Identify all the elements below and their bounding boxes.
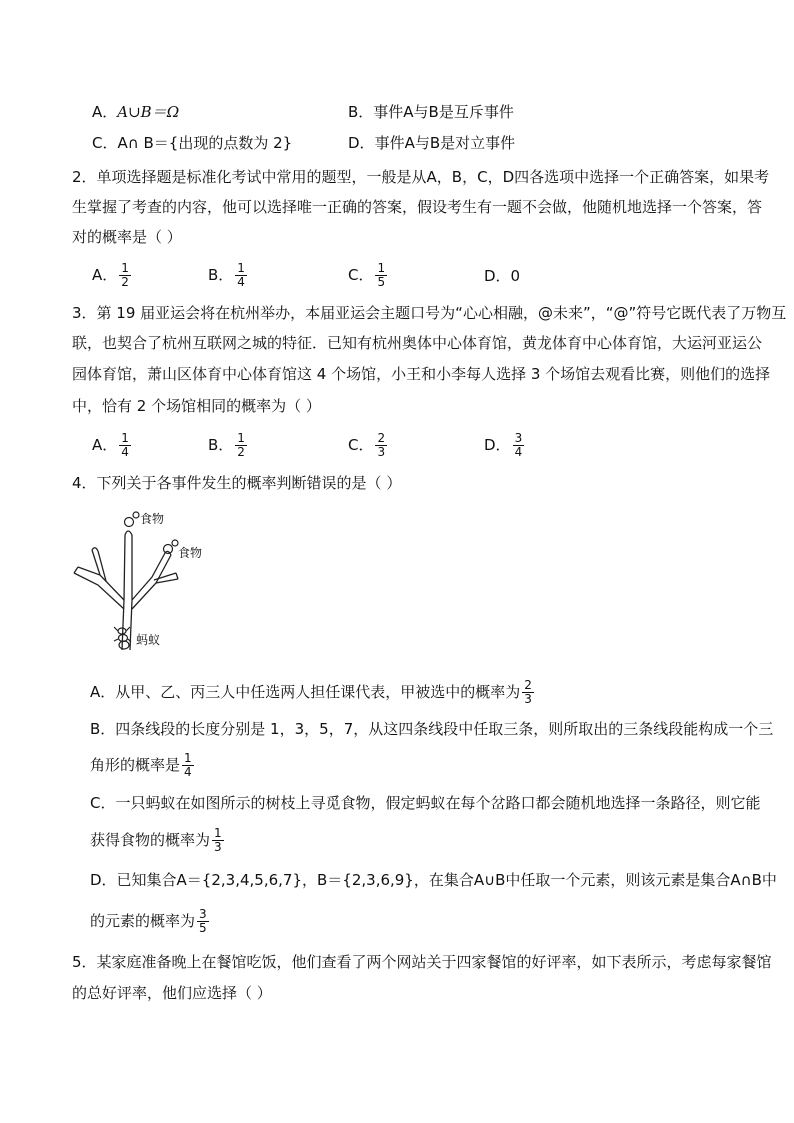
q4-option-d-fraction: $\frac{3}{5}$ <box>199 907 207 935</box>
q2-option-c-fraction: $\frac{1}{5}$ <box>377 261 386 289</box>
ant-label: 蚂蚁 <box>136 633 161 647</box>
q4-stem: 4．下列关于各事件发生的概率判断错误的是（ ） <box>72 474 402 492</box>
food-label-right: 食物 <box>178 546 203 560</box>
q1-option-b: B．事件A与B是互斥事件 <box>348 103 514 121</box>
q1-option-b-text: 事件A与B是互斥事件 <box>373 103 514 121</box>
q3-option-a: A． $\frac{1}{4}$ <box>92 431 129 459</box>
q3-stem-line-3: 园体育馆，萧山区体育中心体育馆这 4 个场馆，小王和小李每人选择 3 个场馆去观看比赛，则他们的选择 <box>72 365 771 383</box>
q3-option-c: C． $\frac{2}{3}$ <box>348 431 386 459</box>
q2-option-b-fraction: $\frac{1}{4}$ <box>237 261 245 289</box>
q2-stem-line-2: 生掌握了考查的内容，他可以选择唯一正确的答案，假设考生有一题不会做，他随机地选择一个答案，答 <box>72 198 763 216</box>
q3-stem-line-2: 联，也契合了杭州互联网之城的特征．已知有杭州奥体中心体育馆，黄龙体育中心体育馆，大运河亚运公 <box>72 334 763 352</box>
q2-option-a-fraction: $\frac{1}{2}$ <box>121 261 129 289</box>
q1-option-d: D．事件A与B是对立事件 <box>348 134 516 152</box>
q3-option-a-fraction: $\frac{1}{4}$ <box>121 431 129 459</box>
q3-stem-line-4: 中，恰有 2 个场馆相同的概率为（ ） <box>72 397 321 415</box>
q5-stem-line-1: 5．某家庭准备晚上在餐馆吃饭，他们查看了两个网站关于四家餐馆的好评率，如下表所示，考虑每家餐馆 <box>72 953 772 971</box>
q3-option-d: D． $\frac{3}{4}$ <box>484 431 523 459</box>
q1-option-a-expression: A∪B＝Ω <box>117 103 180 121</box>
q3-option-c-fraction: $\frac{2}{3}$ <box>377 431 386 459</box>
q4-option-d-line-1: D．已知集合A＝{2,3,4,5,6,7}，B＝{2,3,6,9}，在集合A∪B中任取一个元素，则该元素是集合A∩B中 <box>90 871 777 889</box>
q2-option-b: B． $\frac{1}{4}$ <box>208 261 245 289</box>
q3-option-b: B． $\frac{1}{2}$ <box>208 431 245 459</box>
q1-option-c: C．A∩ B＝{出现的点数为 2} <box>92 134 293 152</box>
q3-option-d-fraction: $\frac{3}{4}$ <box>514 431 523 459</box>
ant-tree-figure <box>70 505 220 655</box>
q5-stem-line-2: 的总好评率，他们应选择（ ） <box>72 984 272 1002</box>
q4-option-b-line-1: B．四条线段的长度分别是 1，3，5，7，从这四条线段中任取三条，则所取出的三条线段能构成一个三 <box>90 720 774 738</box>
q2-stem-line-1: 2．单项选择题是标准化考试中常用的题型，一般是从A，B，C，D四各选项中选择一个正确答案，如果考 <box>72 168 770 186</box>
q3-option-b-fraction: $\frac{1}{2}$ <box>237 431 245 459</box>
q2-option-d: D．0 <box>484 267 521 285</box>
q1-option-a: A．A∪B＝Ω <box>92 103 180 121</box>
q4-option-a: A．从甲、乙、丙三人中任选两人担任课代表，甲被选中的概率为 $\frac{2}{3}$ <box>90 678 532 706</box>
q4-option-c-fraction: $\frac{1}{3}$ <box>214 826 222 854</box>
q2-option-c: C． $\frac{1}{5}$ <box>348 261 386 289</box>
q3-stem-line-1: 3．第 19 届亚运会将在杭州举办，本届亚运会主题口号为“心心相融，@未来”，“@”符号它既代表了万物互 <box>72 304 787 322</box>
q4-option-b-line-2: 角形的概率是 $\frac{1}{4}$ <box>90 751 192 779</box>
q2-option-a: A． $\frac{1}{2}$ <box>92 261 129 289</box>
q1-option-c-expression: A∩ B＝{出现的点数为 2} <box>117 134 293 152</box>
q2-stem-line-3: 对的概率是（ ） <box>72 228 182 246</box>
q4-option-c-line-1: C．一只蚂蚁在如图所示的树枝上寻觅食物，假定蚂蚁在每个岔路口都会随机地选择一条路径，则它能 <box>90 794 761 812</box>
q4-option-c-line-2: 获得食物的概率为 $\frac{1}{3}$ <box>90 826 222 854</box>
q4-option-a-fraction: $\frac{2}{3}$ <box>524 678 532 706</box>
q1-option-d-text: 事件A与B是对立事件 <box>374 134 516 152</box>
q4-option-b-fraction: $\frac{1}{4}$ <box>184 751 192 779</box>
food-label-top: 食物 <box>140 512 165 526</box>
food-icon <box>125 512 140 527</box>
q4-option-d-line-2: 的元素的概率为 $\frac{3}{5}$ <box>90 907 207 935</box>
